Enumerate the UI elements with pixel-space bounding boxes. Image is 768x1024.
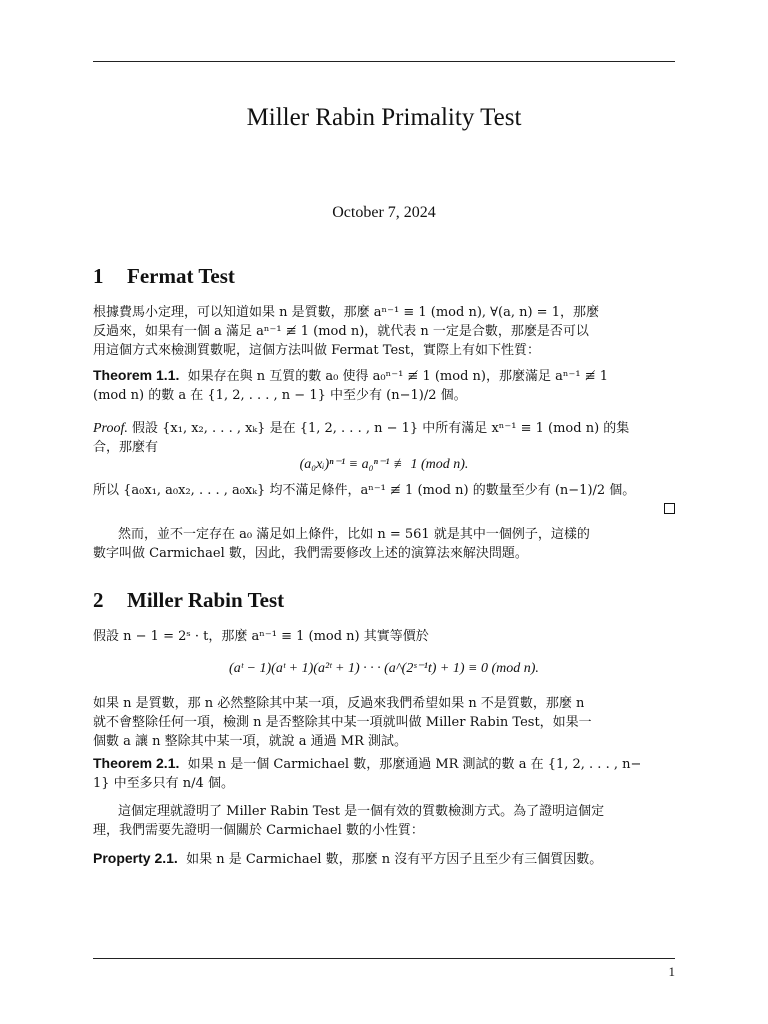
text-line: 然而，並不一定存在 a₀ 滿足如上條件，比如 n = 561 就是其中一個例子，這樣的	[118, 527, 590, 542]
text-line: 如果 n 是一個 Carmichael 數，那麼通過 MR 測試的數 a 在 {1, 2, . . . , n−	[187, 757, 642, 772]
text-line: (mod n) 的數 a 在 {1, 2, . . . , n − 1} 中至少有 (n−1)/2 個。	[93, 388, 467, 403]
section-title: Fermat Test	[127, 264, 235, 288]
text-line: 1} 中至多只有 n/4 個。	[93, 776, 234, 791]
theorem-2-1	[93, 754, 675, 793]
footer-rule	[93, 958, 675, 959]
text-line: 數字叫做 Carmichael 數，因此，我們需要修改上述的演算法來解決問題。	[93, 546, 528, 561]
text-line: 所以 {a₀x₁, a₀x₂, . . . , a₀xₖ} 均不滿足條件，aⁿ⁻¹ ≢ 1 (mod n) 的數量至少有 (n−1)/2 個。	[93, 483, 636, 498]
proof-label: Proof.	[93, 421, 128, 436]
theorem-label: Theorem 1.1.	[93, 367, 180, 383]
text-line: 合，那麼有	[93, 440, 159, 455]
text-line: 反過來，如果有一個 a 滿足 aⁿ⁻¹ ≢ 1 (mod n)，就代表 n 一定是合數，那麼是否可以	[93, 324, 589, 339]
text-line: 個數 a 讓 n 整除其中某一項，就說 a 通過 MR 測試。	[93, 734, 408, 749]
main-equation: (aᵗ − 1)(aᵗ + 1)(a²ᵗ + 1) · · · (a^(2ˢ⁻¹t) + 1) ≡ 0 (mod n).	[229, 661, 539, 676]
text-line: 根據費馬小定理，可以知道如果 n 是質數，那麼 aⁿ⁻¹ ≡ 1 (mod n), ∀(a, n) = 1，那麼	[93, 305, 599, 320]
text-line: 假設 {x₁, x₂, . . . , xₖ} 是在 {1, 2, . . . , n − 1} 中所有滿足 xⁿ⁻¹ ≡ 1 (mod n) 的集	[132, 421, 630, 436]
section-heading-1	[93, 264, 235, 289]
proof-equation: (a₀xᵢ)ⁿ⁻¹ ≡ a₀ⁿ⁻¹ ≢ 1 (mod n).	[299, 457, 469, 472]
text-line: 如果存在與 n 互質的數 a₀ 使得 a₀ⁿ⁻¹ ≢ 1 (mod n)，那麼滿足 aⁿ⁻¹ ≢ 1	[187, 369, 608, 384]
page-number: 1	[668, 964, 675, 979]
theorem-1-1	[93, 366, 675, 405]
section-number: 2	[93, 588, 104, 612]
section-title: Miller Rabin Test	[127, 588, 285, 612]
text-line: 如果 n 是質數，那 n 必然整除其中某一項，反過來我們希望如果 n 不是質數，那麼 n	[93, 696, 585, 711]
text-line: 如果 n 是 Carmichael 數，那麼 n 沒有平方因子且至少有三個質因數。	[186, 852, 603, 867]
property-2-1	[93, 849, 675, 869]
property-label: Property 2.1.	[93, 850, 178, 866]
document-title: Miller Rabin Primality Test	[246, 104, 522, 131]
theorem-label: Theorem 2.1.	[93, 755, 180, 771]
section-2-body	[93, 694, 675, 751]
section-2-after	[93, 802, 675, 840]
proof-conclusion	[93, 481, 675, 500]
text-line: 假設 n − 1 = 2ˢ · t，那麼 aⁿ⁻¹ ≡ 1 (mod n) 其實等價於	[93, 629, 429, 644]
text-line: 理，我們需要先證明一個關於 Carmichael 數的小性質：	[93, 823, 424, 838]
proof-block	[93, 419, 675, 457]
text-line: 就不會整除任何一項，檢測 n 是否整除其中某一項就叫做 Miller Rabin Test，如果一	[93, 715, 592, 730]
text-line: 用這個方式來檢測質數呢，這個方法叫做 Fermat Test，實際上有如下性質：	[93, 343, 541, 358]
text-line: 這個定理就證明了 Miller Rabin Test 是一個有效的質數檢測方式。為了證明這個定	[118, 804, 605, 819]
document-date: October 7, 2024	[332, 204, 436, 221]
section-number: 1	[93, 264, 104, 288]
qed-square	[664, 503, 675, 514]
section-1-intro	[93, 303, 675, 360]
section-heading-2	[93, 588, 284, 613]
section-1-closing	[93, 525, 675, 563]
section-2-intro	[93, 627, 675, 646]
header-rule	[93, 61, 675, 62]
